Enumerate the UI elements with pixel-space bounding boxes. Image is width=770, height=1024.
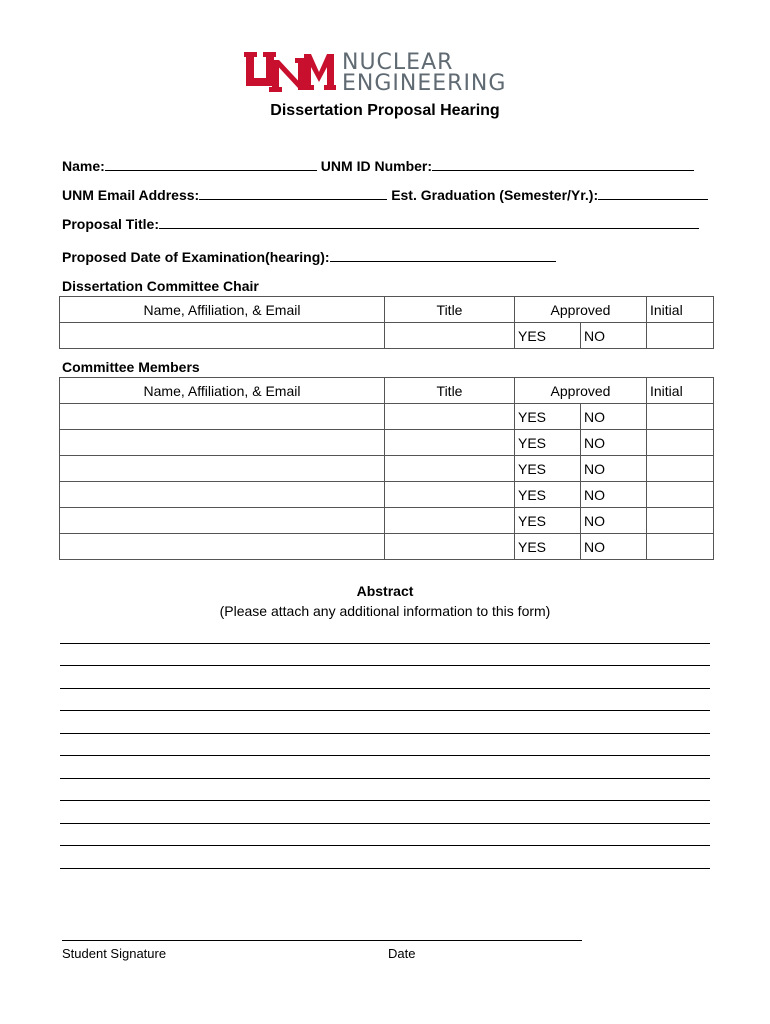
proposal-title-row <box>62 214 703 232</box>
members-section-label: Committee Members <box>62 359 200 375</box>
exam-date-row <box>62 247 560 265</box>
member-initial-cell[interactable] <box>647 534 714 560</box>
abstract-line[interactable] <box>60 710 710 711</box>
abstract-line[interactable] <box>60 868 710 869</box>
graduation-label: Est. Graduation (Semester/Yr.): <box>391 187 599 203</box>
member-initial-cell[interactable] <box>647 430 714 456</box>
chair-header-row <box>60 297 714 323</box>
graduation-field[interactable] <box>598 185 708 200</box>
member-yes-cell[interactable]: YES <box>515 404 581 430</box>
abstract-line[interactable] <box>60 665 710 666</box>
member-initial-cell[interactable] <box>647 404 714 430</box>
unm-mark-icon <box>244 50 336 94</box>
email-label: UNM Email Address: <box>62 187 200 203</box>
member-row <box>60 404 714 430</box>
chair-initial-cell[interactable] <box>647 323 714 349</box>
member-no-cell[interactable]: NO <box>581 404 647 430</box>
chair-approved-header: Approved <box>515 297 647 323</box>
chair-no-cell[interactable]: NO <box>581 323 647 349</box>
chair-title-header: Title <box>385 297 515 323</box>
member-row <box>60 482 714 508</box>
member-row <box>60 430 714 456</box>
member-name-cell[interactable] <box>60 482 385 508</box>
member-name-cell[interactable] <box>60 456 385 482</box>
member-yes-cell[interactable]: YES <box>515 508 581 534</box>
member-title-cell[interactable] <box>385 430 515 456</box>
member-name-cell[interactable] <box>60 404 385 430</box>
unm-nuclear-engineering-logo <box>244 50 534 96</box>
abstract-line[interactable] <box>60 688 710 689</box>
student-signature-label: Student Signature <box>62 946 167 961</box>
proposal-title-label: Proposal Title: <box>62 216 159 232</box>
chair-initial-header: Initial <box>647 297 714 323</box>
member-name-cell[interactable] <box>60 430 385 456</box>
name-field[interactable] <box>105 156 317 171</box>
abstract-line[interactable] <box>60 643 710 644</box>
member-initial-cell[interactable] <box>647 508 714 534</box>
signature-line[interactable] <box>62 940 582 941</box>
abstract-note: (Please attach any additional information to this form) <box>219 603 551 619</box>
member-yes-cell[interactable]: YES <box>515 534 581 560</box>
member-title-cell[interactable] <box>385 404 515 430</box>
member-title-cell[interactable] <box>385 482 515 508</box>
chair-name-cell[interactable] <box>60 323 385 349</box>
chair-section-label: Dissertation Committee Chair <box>62 278 259 294</box>
abstract-title: Abstract <box>356 583 414 599</box>
member-row <box>60 456 714 482</box>
email-row <box>62 185 712 203</box>
member-no-cell[interactable]: NO <box>581 482 647 508</box>
abstract-line[interactable] <box>60 823 710 824</box>
member-initial-cell[interactable] <box>647 456 714 482</box>
members-approved-header: Approved <box>515 378 647 404</box>
member-name-cell[interactable] <box>60 508 385 534</box>
logo-wordmark <box>342 52 506 94</box>
chair-title-cell[interactable] <box>385 323 515 349</box>
logo-line-1: NUCLEAR <box>342 50 454 75</box>
chair-row <box>60 323 714 349</box>
name-row <box>62 156 698 174</box>
member-no-cell[interactable]: NO <box>581 508 647 534</box>
abstract-line[interactable] <box>60 733 710 734</box>
member-yes-cell[interactable]: YES <box>515 482 581 508</box>
date-label: Date <box>388 946 416 961</box>
unm-id-field[interactable] <box>432 156 694 171</box>
chair-name-header: Name, Affiliation, & Email <box>60 297 385 323</box>
exam-date-field[interactable] <box>330 247 556 262</box>
abstract-line[interactable] <box>60 778 710 779</box>
name-label: Name: <box>62 158 105 174</box>
member-row <box>60 534 714 560</box>
members-initial-header: Initial <box>647 378 714 404</box>
member-title-cell[interactable] <box>385 508 515 534</box>
member-title-cell[interactable] <box>385 534 515 560</box>
chair-yes-cell[interactable]: YES <box>515 323 581 349</box>
member-no-cell[interactable]: NO <box>581 534 647 560</box>
member-initial-cell[interactable] <box>647 482 714 508</box>
chair-table <box>59 296 714 349</box>
members-header-row <box>60 378 714 404</box>
member-title-cell[interactable] <box>385 456 515 482</box>
abstract-line[interactable] <box>60 845 710 846</box>
member-no-cell[interactable]: NO <box>581 430 647 456</box>
logo-line-2: ENGINEERING <box>342 71 507 96</box>
members-title-header: Title <box>385 378 515 404</box>
member-name-cell[interactable] <box>60 534 385 560</box>
members-table <box>59 377 714 560</box>
form-title: Dissertation Proposal Hearing <box>270 102 500 119</box>
abstract-line[interactable] <box>60 755 710 756</box>
abstract-line[interactable] <box>60 800 710 801</box>
unm-id-label: UNM ID Number: <box>320 158 433 174</box>
member-no-cell[interactable]: NO <box>581 456 647 482</box>
member-row <box>60 508 714 534</box>
exam-date-label: Proposed Date of Examination(hearing): <box>62 249 330 265</box>
email-field[interactable] <box>199 185 387 200</box>
member-yes-cell[interactable]: YES <box>515 430 581 456</box>
members-name-header: Name, Affiliation, & Email <box>60 378 385 404</box>
member-yes-cell[interactable]: YES <box>515 456 581 482</box>
proposal-title-field[interactable] <box>159 214 699 229</box>
